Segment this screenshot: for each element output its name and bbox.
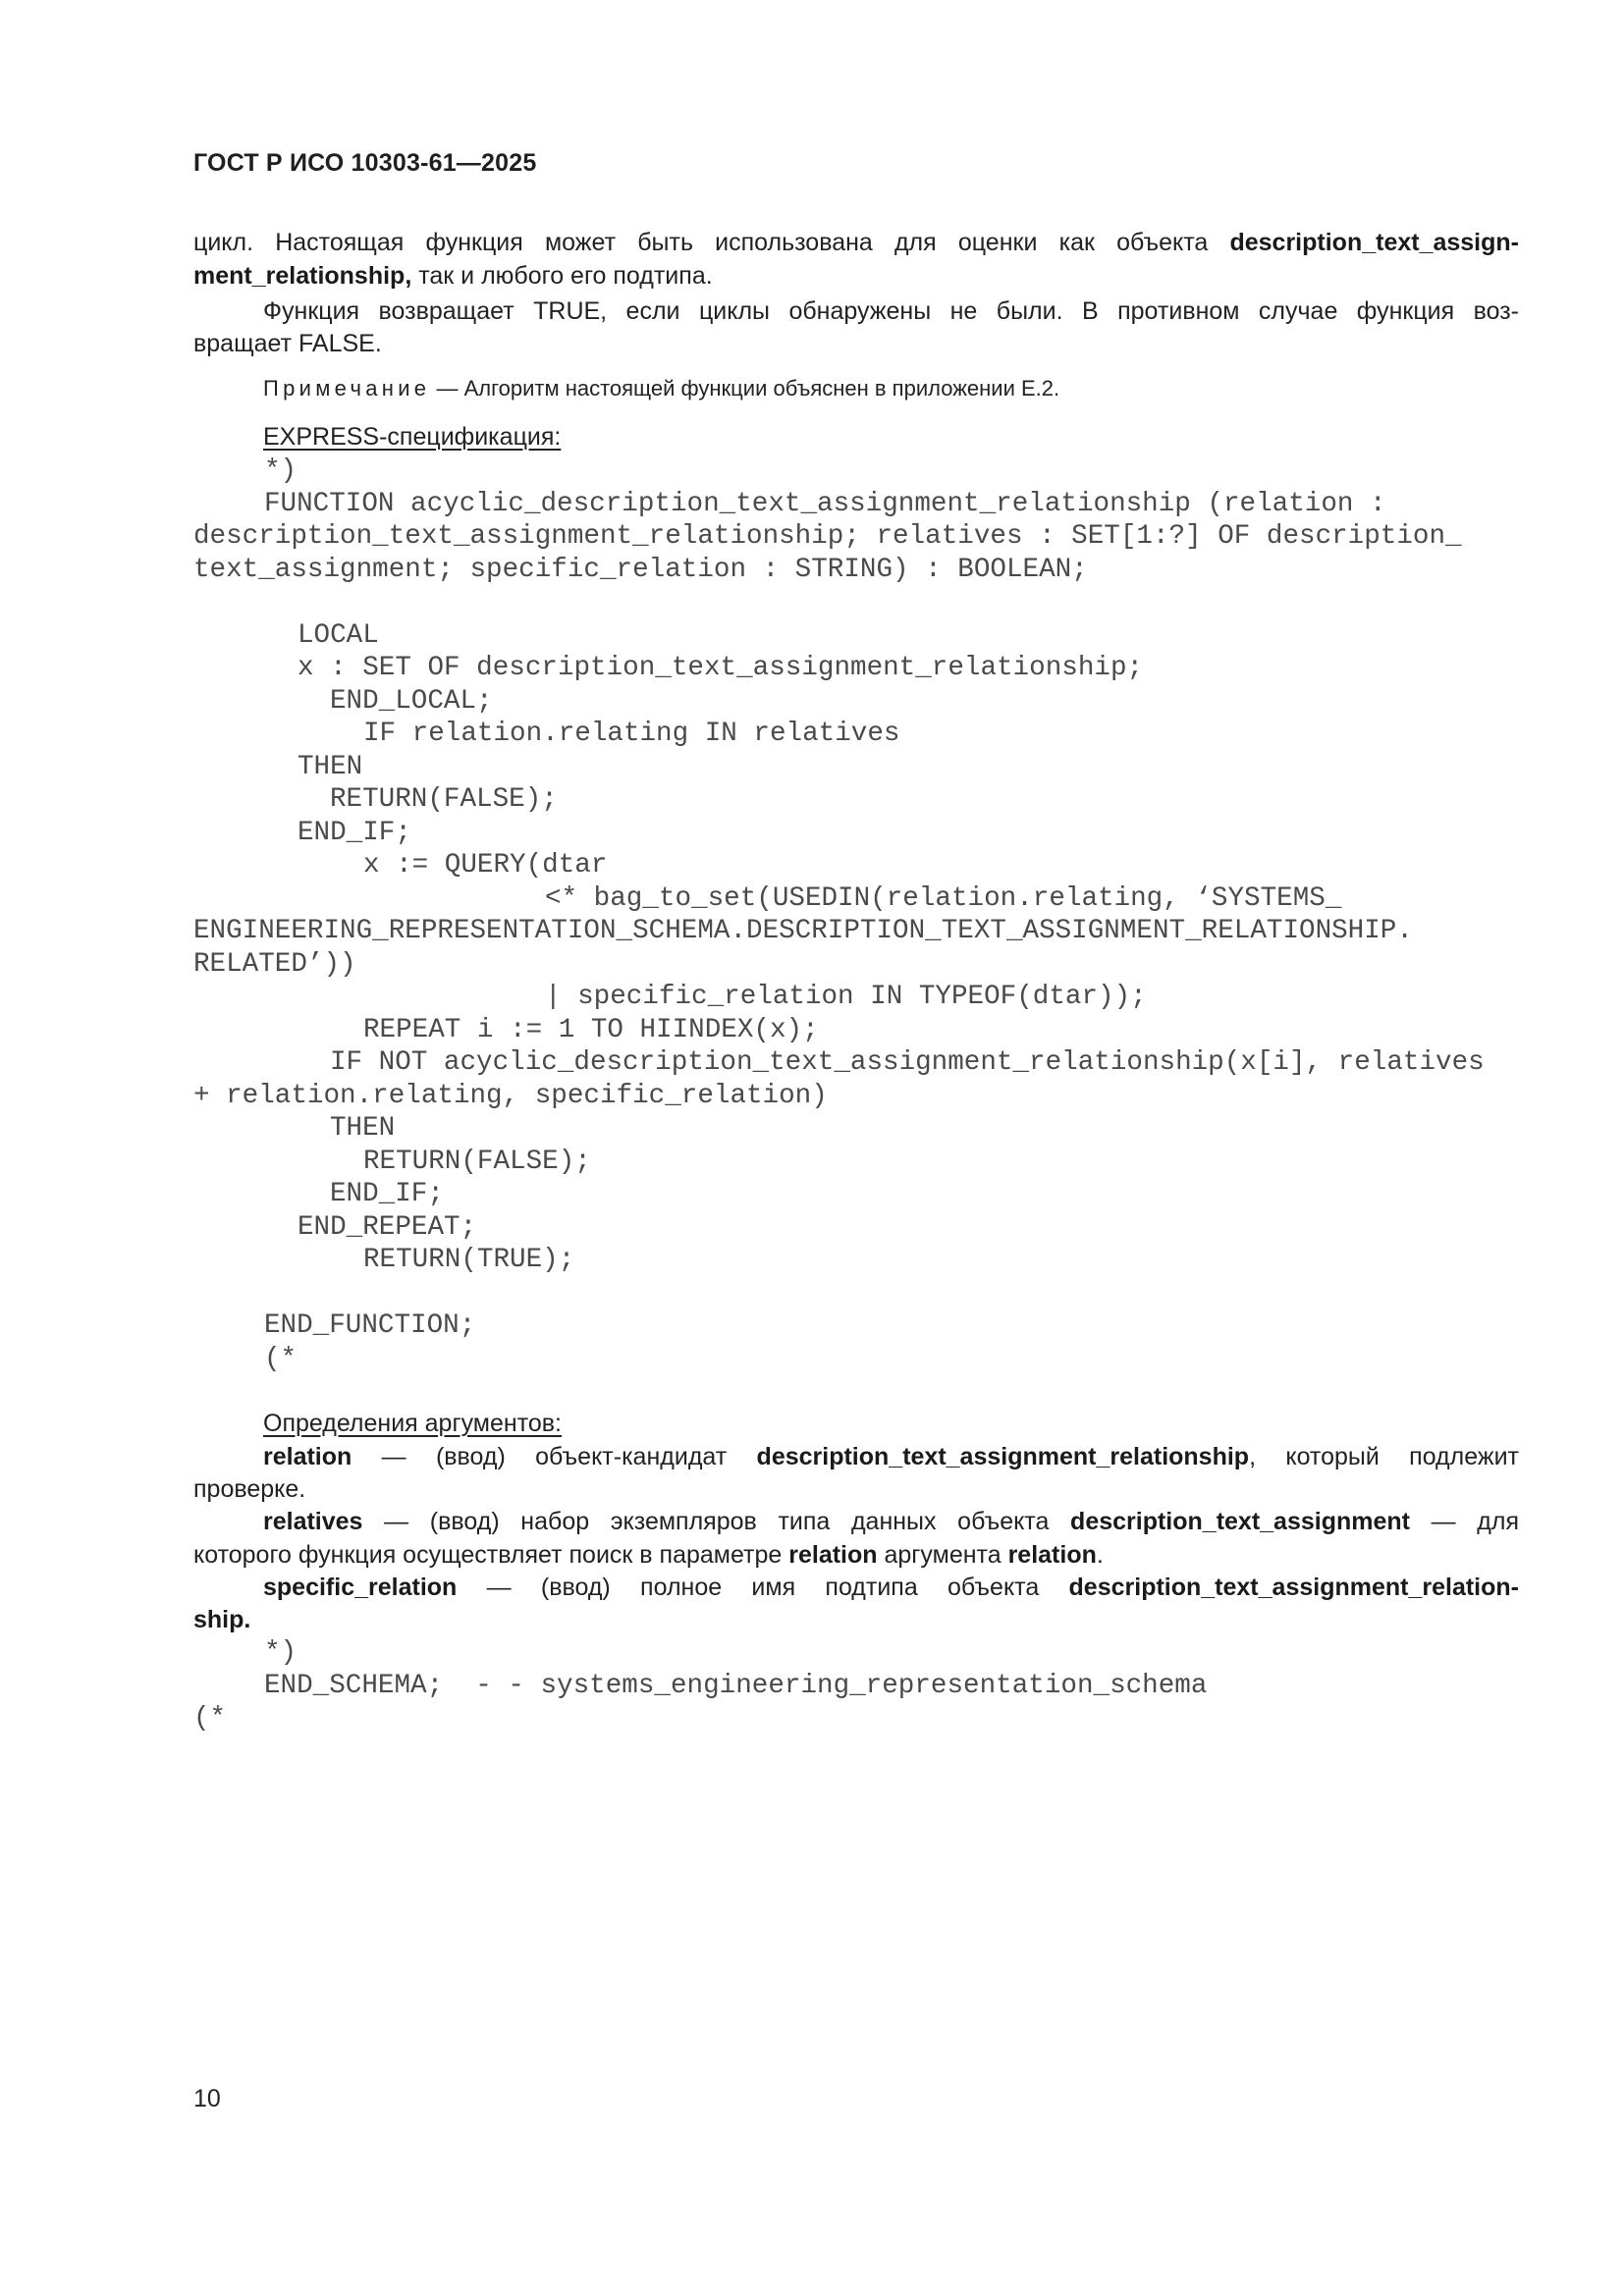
code-line: (* [264,1343,298,1374]
code-line: REPEAT i := 1 TO HIINDEX(x); [363,1014,819,1045]
code-line: RELATED’)) [193,948,356,980]
code-line: THEN [298,751,363,782]
code-line: FUNCTION acyclic_description_text_assignment_relationship (relation : [264,488,1386,519]
code-line: END_SCHEMA; - - systems_engineering_representation_schema [264,1670,1208,1701]
entity-name: description_text_assignment_relationship [756,1443,1250,1470]
entity-name: description_text_assign- [1229,229,1519,256]
intro-para2-line2: вращает FALSE. [193,330,382,357]
code-line: THEN [330,1113,396,1144]
entity-name: relation [1007,1541,1097,1569]
arg-relation-line1 [263,1440,1519,1473]
page-number: 10 [193,2085,221,2112]
arg-relation-line2: проверке. [193,1475,306,1503]
note-text: — Алгоритм настоящей функции объяснен в приложении Е.2. [430,376,1060,400]
code-line: END_IF; [330,1179,444,1209]
code-line: (* [193,1703,227,1734]
express-heading: EXPRESS-спецификация: [263,423,562,451]
code-line: text_assignment; specific_relation : STRING) : BOOLEAN; [193,554,1088,585]
code-line: RETURN(FALSE); [330,784,558,815]
code-line: x : SET OF description_text_assignment_relationship; [298,653,1144,683]
arg-name: relatives [263,1508,363,1535]
intro-para1-line2 [193,259,1519,293]
intro-para2-line1: Функция возвращает TRUE, если циклы обнаружены не были. В противном случае функция воз- [263,297,1519,325]
code-line: RETURN(FALSE); [363,1146,591,1177]
code-line: IF NOT acyclic_description_text_assignment_relationship(x[i], relatives [330,1047,1485,1078]
arg-specific-relation-line2 [193,1603,1519,1636]
note [263,374,1059,403]
text-run: , который подлежит [1249,1443,1519,1470]
code-line: ENGINEERING_REPRESENTATION_SCHEMA.DESCRIPTION_TEXT_ASSIGNMENT_RELATIONSHIP. [193,916,1413,946]
arg-name: relation [263,1443,352,1470]
text-run: — (ввод) полное имя подтипа объекта [457,1574,1069,1601]
text-run: так и любого его подтипа. [411,262,713,290]
code-line: <* bag_to_set(USEDIN(relation.relating, ‘SYSTEMS_ [545,882,1342,914]
code-line: END_REPEAT; [298,1211,477,1243]
code-line: *) [264,1637,298,1668]
text-run: — (ввод) объект-кандидат [352,1443,757,1470]
standard-header: ГОСТ Р ИСО 10303-61—2025 [193,149,537,177]
code-line: LOCAL [298,619,379,651]
code-line: END_IF; [298,817,411,848]
arg-name: specific_relation [263,1574,458,1601]
arg-relatives-line2 [193,1538,1519,1572]
text-run: аргумента [877,1541,1008,1569]
code-line: RETURN(TRUE); [363,1245,575,1275]
entity-name: description_text_assignment_relation- [1068,1574,1519,1601]
text-run: — (ввод) набор экземпляров типа данных объекта [362,1508,1071,1535]
entity-name: ment_relationship, [193,262,412,290]
text-run: цикл. Настоящая функция может быть использована для оценки как объекта [193,229,1230,256]
note-label: Примечание [263,376,431,400]
arg-specific-relation-line1 [263,1571,1519,1604]
arguments-heading: Определения аргументов: [263,1410,562,1437]
text-run: . [1096,1541,1104,1569]
code-line: + relation.relating, specific_relation) [193,1080,828,1111]
entity-name: description_text_assignment [1070,1508,1410,1535]
code-line: END_LOCAL; [330,685,493,717]
intro-para1-line1 [193,226,1519,259]
code-line: description_text_assignment_relationship; relatives : SET[1:?] OF description_ [193,521,1462,552]
text-run: которого функция осуществляет поиск в параметре [193,1541,789,1569]
text-run: — для [1409,1508,1520,1535]
code-line: *) [264,455,298,486]
entity-name: relation [788,1541,878,1569]
code-line: x := QUERY(dtar [363,850,608,881]
code-line: | specific_relation IN TYPEOF(dtar)); [545,982,1147,1012]
entity-name: ship. [193,1606,251,1633]
arg-relatives-line1 [263,1505,1519,1538]
code-line: END_FUNCTION; [264,1310,476,1341]
code-line: IF relation.relating IN relatives [363,719,900,749]
